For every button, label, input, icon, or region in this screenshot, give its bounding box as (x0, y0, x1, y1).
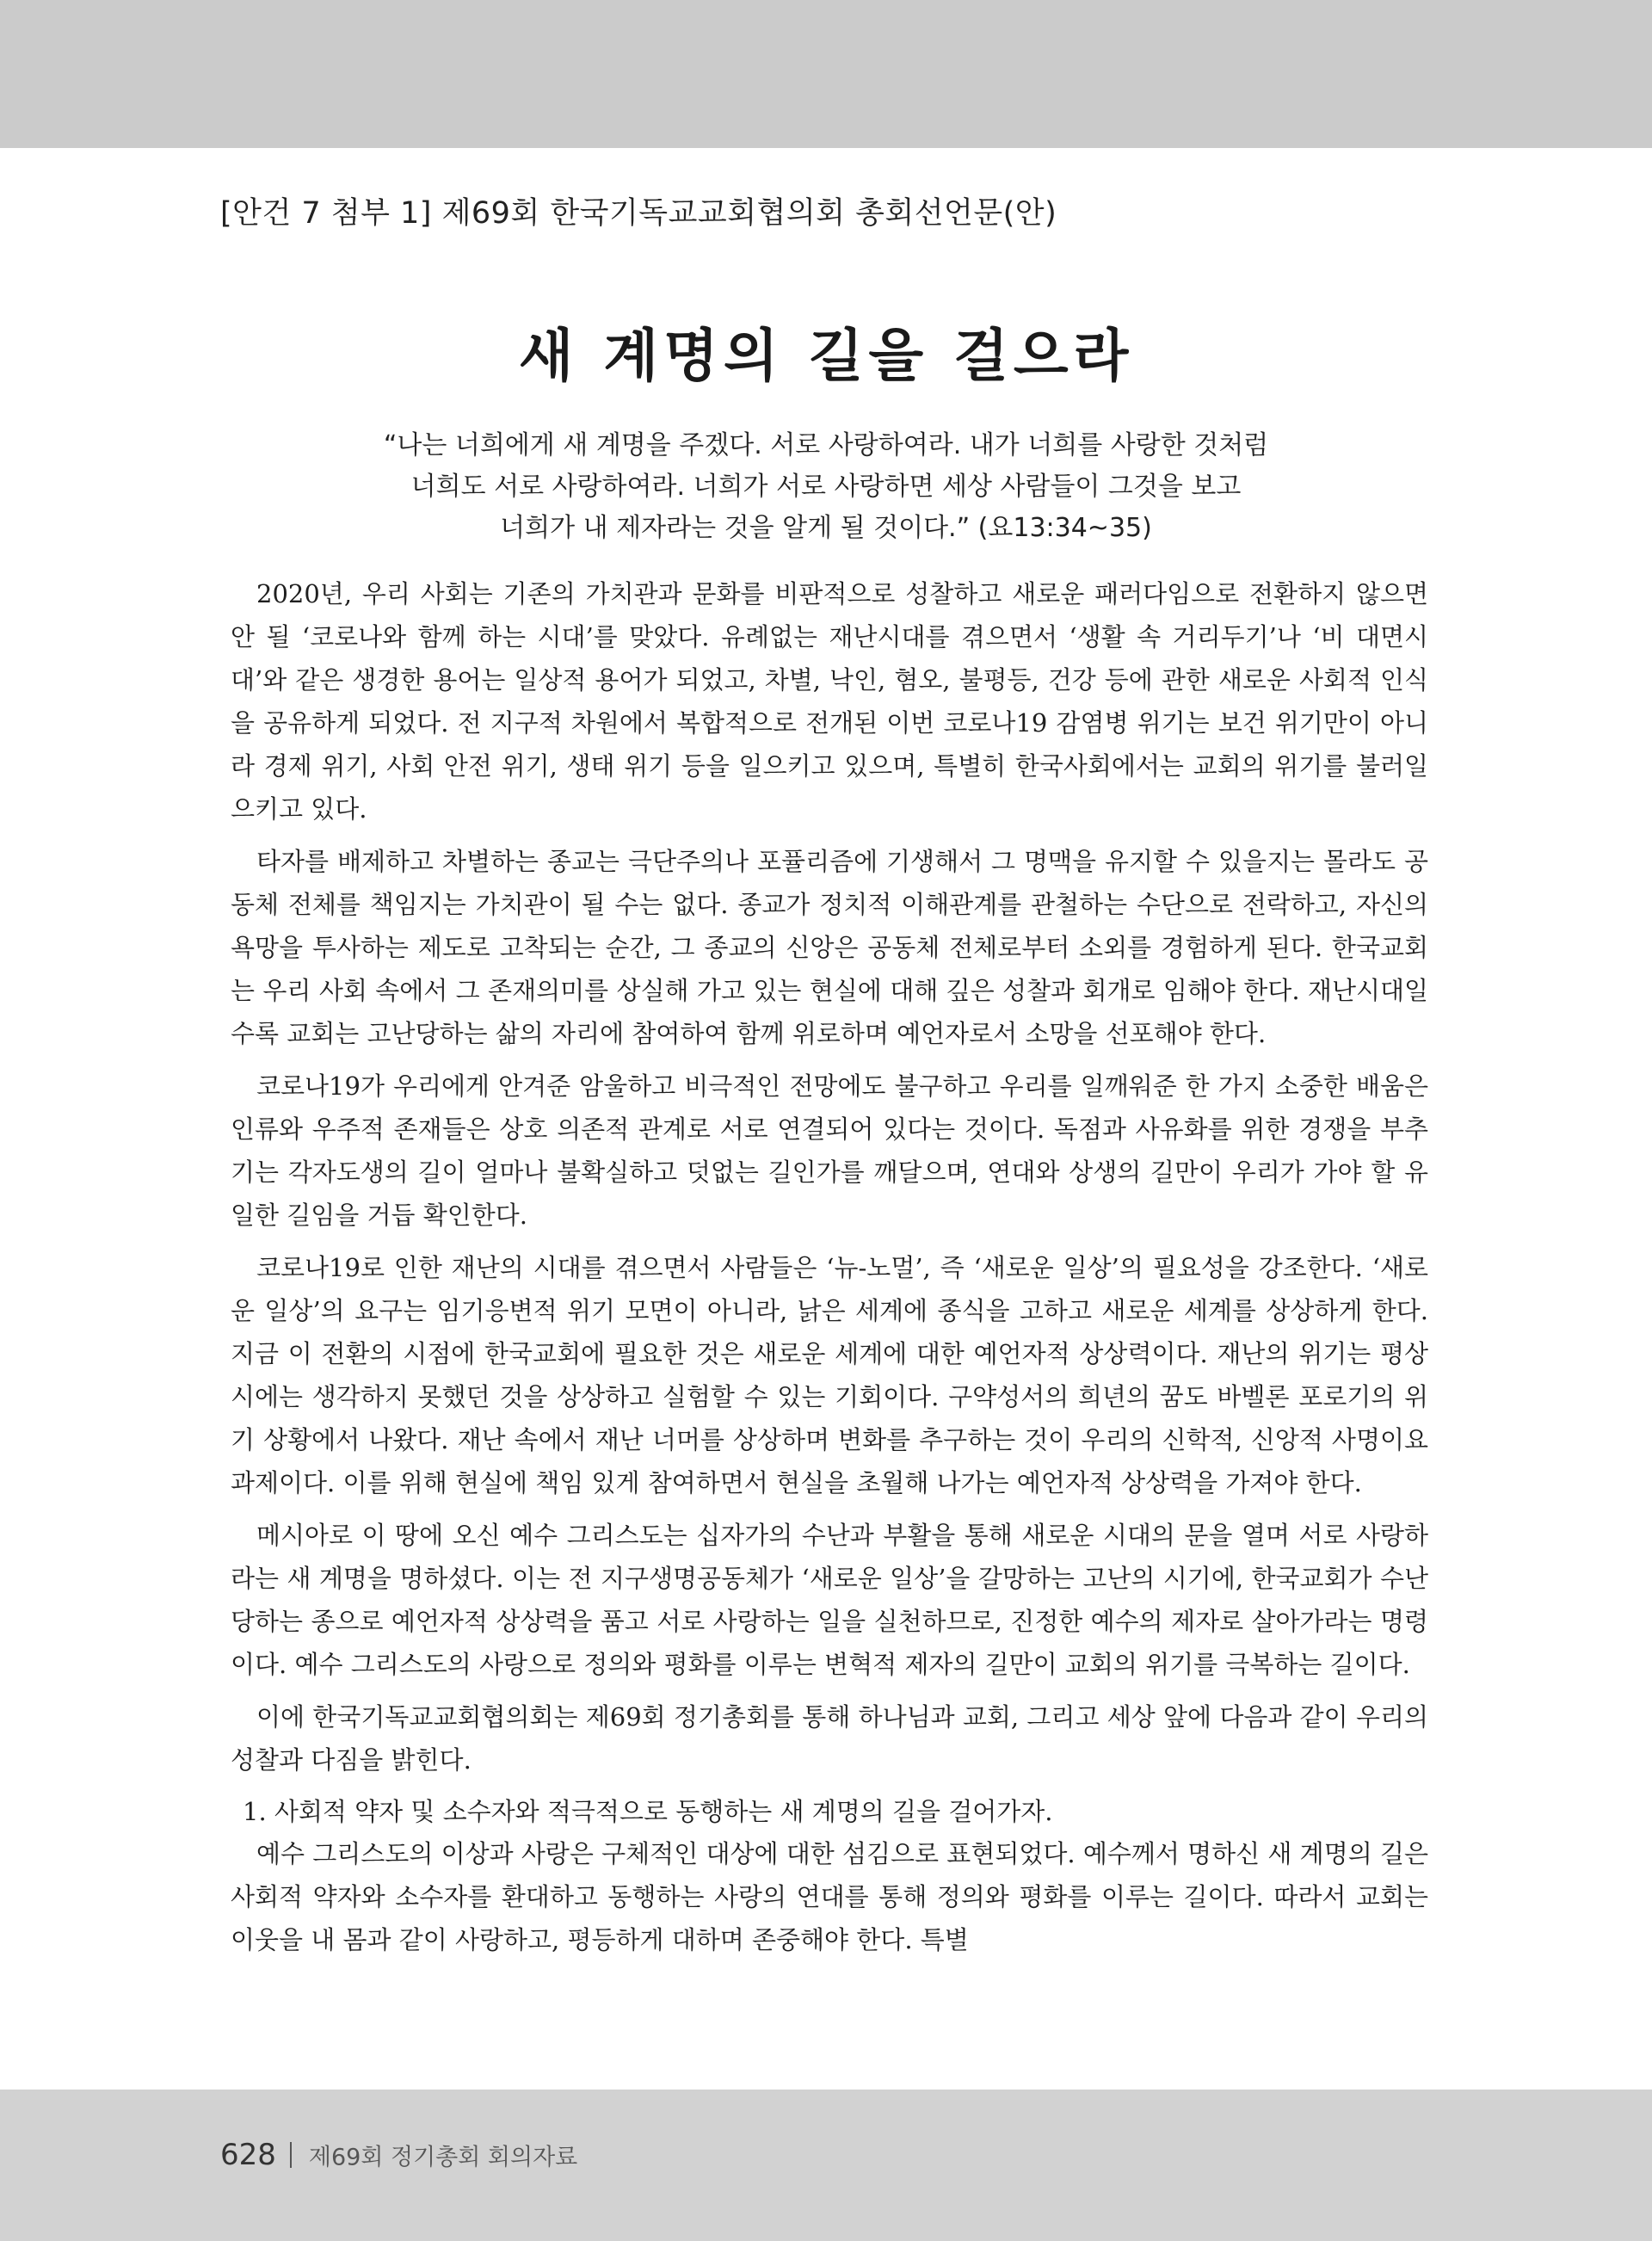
scripture-epigraph (224, 425, 1428, 549)
body-paragraph: 이에 한국기독교교회협의회는 제69회 정기총회를 통해 하나님과 교회, 그리고 세상 앞에 다음과 같이 우리의 성찰과 다짐을 밝힌다. (231, 1702, 1428, 1775)
body-paragraph: 타자를 배제하고 차별하는 종교는 극단주의나 포퓰리즘에 기생해서 그 명맥을 유지할 수 있을지는 몰라도 공동체 전체를 책임지는 가치관이 될 수는 없다. 종교가 정치적 이해관계를 관철하는 수단으로 전락하고, 자신의 욕망을 투사하는 제도로 고착되는 순간, 그 종교의 신앙은 공동체 전체로부터 소외를 경험하게 된다. 한국교회는 우리 사회 속에서 그 존재의미를 상실해 가고 있는 현실에 대해 깊은 성찰과 회개로 임해야 한다. 재난시대일수록 교회는 고난당하는 삶의 자리에 참여하여 함께 위로하며 예언자로서 소망을 선포해야 한다. (231, 847, 1428, 1048)
top-margin-band (0, 0, 1652, 148)
page-title: 새 계명의 길을 걸으라 (518, 323, 1134, 389)
section-heading: 1. 사회적 약자 및 소수자와 적극적으로 동행하는 새 계명의 길을 걸어가자. (243, 1797, 1053, 1826)
footer-label: 제69회 정기총회 회의자료 (308, 2144, 578, 2171)
epigraph-line: 너희가 내 제자라는 것을 알게 될 것이다.” (요13:34~35) (500, 513, 1152, 543)
footer-divider (290, 2142, 292, 2168)
page-number: 628 (220, 2138, 276, 2172)
epigraph-line: “나는 너희에게 새 계명을 주겠다. 서로 사랑하여라. 내가 너희를 사랑한 것처럼 (383, 430, 1269, 460)
epigraph-line: 너희도 서로 사랑하여라. 너희가 서로 사랑하면 세상 사람들이 그것을 보고 (410, 472, 1242, 502)
page-footer (220, 2138, 577, 2172)
declaration-body (231, 572, 1428, 1961)
body-paragraph: 예수 그리스도의 이상과 사랑은 구체적인 대상에 대한 섬김으로 표현되었다. 예수께서 명하신 새 계명의 길은 사회적 약자와 소수자를 환대하고 동행하는 사랑의 연대를 통해 정의와 평화를 이루는 길이다. 따라서 교회는 이웃을 내 몸과 같이 사랑하고, 평등하게 대하며 존중해야 한다. 특별 (231, 1839, 1428, 1954)
body-paragraph: 코로나19가 우리에게 안겨준 암울하고 비극적인 전망에도 불구하고 우리를 일깨워준 한 가지 소중한 배움은 인류와 우주적 존재들은 상호 의존적 관계로 서로 연결되어 있다는 것이다. 독점과 사유화를 위한 경쟁을 부추기는 각자도생의 길이 얼마나 불확실하고 덧없는 길인가를 깨달으며, 연대와 상생의 길만이 우리가 가야 할 유일한 길임을 거듭 확인한다. (231, 1071, 1428, 1230)
body-paragraph: 2020년, 우리 사회는 기존의 가치관과 문화를 비판적으로 성찰하고 새로운 패러다임으로 전환하지 않으면 안 될 ‘코로나와 함께 하는 시대’를 맞았다. 유례없는 재난시대를 겪으면서 ‘생활 속 거리두기’나 ‘비 대면시대’와 같은 생경한 용어는 일상적 용어가 되었고, 차별, 낙인, 혐오, 불평등, 건강 등에 관한 새로운 사회적 인식을 공유하게 되었다. 전 지구적 차원에서 복합적으로 전개된 이번 코로나19 감염병 위기는 보건 위기만이 아니라 경제 위기, 사회 안전 위기, 생태 위기 등을 일으키고 있으며, 특별히 한국사회에서는 교회의 위기를 불러일으키고 있다. (231, 579, 1428, 824)
body-paragraph: 코로나19로 인한 재난의 시대를 겪으면서 사람들은 ‘뉴-노멀’, 즉 ‘새로운 일상’의 필요성을 강조한다. ‘새로운 일상’의 요구는 임기응변적 위기 모면이 아니라, 낡은 세계에 종식을 고하고 새로운 세계를 상상하게 한다. 지금 이 전환의 시점에 한국교회에 필요한 것은 새로운 세계에 대한 예언자적 상상력이다. 재난의 위기는 평상시에는 생각하지 못했던 것을 상상하고 실험할 수 있는 기회이다. 구약성서의 희년의 꿈도 바벨론 포로기의 위기 상황에서 나왔다. 재난 속에서 재난 너머를 상상하며 변화를 추구하는 것이 우리의 신학적, 신앙적 사명이요 과제이다. 이를 위해 현실에 책임 있게 참여하면서 현실을 초월해 나가는 예언자적 상상력을 가져야 한다. (231, 1253, 1428, 1497)
attachment-header: [안건 7 첨부 1] 제69회 한국기독교교회협의회 총회선언문(안) (220, 196, 1057, 231)
body-paragraph: 메시아로 이 땅에 오신 예수 그리스도는 십자가의 수난과 부활을 통해 새로운 시대의 문을 열며 서로 사랑하라는 새 계명을 명하셨다. 이는 전 지구생명공동체가 ‘새로운 일상’을 갈망하는 고난의 시기에, 한국교회가 수난 당하는 종으로 예언자적 상상력을 품고 서로 사랑하는 일을 실천하므로, 진정한 예수의 제자로 살아가라는 명령이다. 예수 그리스도의 사랑으로 정의와 평화를 이루는 변혁적 제자의 길만이 교회의 위기를 극복하는 길이다. (231, 1521, 1428, 1679)
